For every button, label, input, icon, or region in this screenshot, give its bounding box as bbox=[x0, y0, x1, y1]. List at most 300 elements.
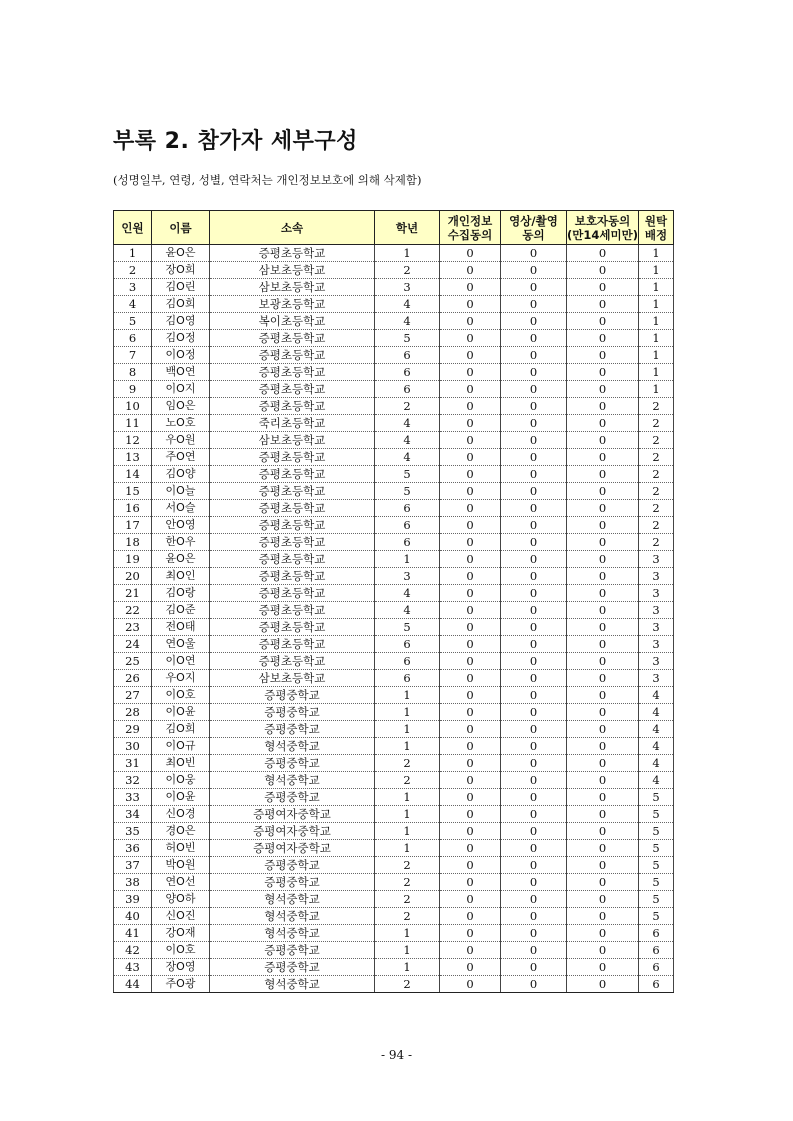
col-school-cell: 증평초등학교 bbox=[210, 398, 375, 415]
col-name-cell: 이O연 bbox=[152, 653, 210, 670]
col-name-cell: 경O은 bbox=[152, 823, 210, 840]
col-name-cell: 백O연 bbox=[152, 364, 210, 381]
col-guardian-consent-cell: 0 bbox=[567, 670, 639, 687]
col-name-cell: 안O영 bbox=[152, 517, 210, 534]
table-row bbox=[114, 500, 674, 517]
col-school-cell: 증평중학교 bbox=[210, 857, 375, 874]
col-no-cell: 20 bbox=[114, 568, 152, 585]
col-video-consent-cell: 0 bbox=[501, 585, 567, 602]
col-school-cell: 증평초등학교 bbox=[210, 500, 375, 517]
col-no-cell: 40 bbox=[114, 908, 152, 925]
col-privacy-consent-cell: 0 bbox=[440, 245, 501, 262]
col-no-cell: 16 bbox=[114, 500, 152, 517]
col-guardian-consent-cell: 0 bbox=[567, 908, 639, 925]
col-privacy-consent-cell: 0 bbox=[440, 636, 501, 653]
col-school-cell: 형석중학교 bbox=[210, 908, 375, 925]
col-school-cell: 증평초등학교 bbox=[210, 364, 375, 381]
col-video-consent-cell: 0 bbox=[501, 381, 567, 398]
col-privacy-consent-cell: 0 bbox=[440, 585, 501, 602]
col-video-consent-cell: 0 bbox=[501, 619, 567, 636]
col-school-cell: 보광초등학교 bbox=[210, 296, 375, 313]
col-no-cell: 18 bbox=[114, 534, 152, 551]
col-grade-cell: 6 bbox=[375, 653, 440, 670]
participant-table bbox=[113, 210, 674, 993]
col-guardian-consent-cell: 0 bbox=[567, 483, 639, 500]
col-video-consent-cell: 0 bbox=[501, 925, 567, 942]
col-privacy-consent-cell: 0 bbox=[440, 466, 501, 483]
col-no-cell: 26 bbox=[114, 670, 152, 687]
col-video-consent-cell: 0 bbox=[501, 568, 567, 585]
col-video-consent-cell: 0 bbox=[501, 551, 567, 568]
col-name-cell: 주O연 bbox=[152, 449, 210, 466]
col-name-cell: 양O하 bbox=[152, 891, 210, 908]
table-row bbox=[114, 483, 674, 500]
col-no-cell: 37 bbox=[114, 857, 152, 874]
col-video-consent-cell: 0 bbox=[501, 874, 567, 891]
col-grade-cell: 6 bbox=[375, 636, 440, 653]
col-name-cell: 한O우 bbox=[152, 534, 210, 551]
col-guardian-consent-cell: 0 bbox=[567, 415, 639, 432]
col-grade-header bbox=[375, 211, 440, 245]
col-grade-cell: 2 bbox=[375, 755, 440, 772]
col-no-cell: 32 bbox=[114, 772, 152, 789]
col-table-assignment-cell: 5 bbox=[639, 857, 674, 874]
header-label: (만14세미만) bbox=[567, 227, 638, 242]
table-row bbox=[114, 279, 674, 296]
col-name-cell: 김O정 bbox=[152, 330, 210, 347]
col-table-assignment-cell: 2 bbox=[639, 534, 674, 551]
table-row bbox=[114, 602, 674, 619]
table-row bbox=[114, 432, 674, 449]
col-privacy-consent-cell: 0 bbox=[440, 874, 501, 891]
col-guardian-consent-cell: 0 bbox=[567, 364, 639, 381]
col-school-cell: 삼보초등학교 bbox=[210, 262, 375, 279]
col-grade-cell: 3 bbox=[375, 568, 440, 585]
col-name-cell: 신O경 bbox=[152, 806, 210, 823]
col-school-cell: 증평여자중학교 bbox=[210, 840, 375, 857]
col-grade-cell: 6 bbox=[375, 517, 440, 534]
col-grade-cell: 2 bbox=[375, 891, 440, 908]
table-row bbox=[114, 296, 674, 313]
col-grade-cell: 1 bbox=[375, 721, 440, 738]
header-label: 배정 bbox=[644, 227, 668, 242]
col-school-cell: 증평중학교 bbox=[210, 959, 375, 976]
col-no-cell: 12 bbox=[114, 432, 152, 449]
table-row bbox=[114, 670, 674, 687]
col-school-cell: 증평초등학교 bbox=[210, 449, 375, 466]
col-no-cell: 34 bbox=[114, 806, 152, 823]
col-video-consent-cell: 0 bbox=[501, 347, 567, 364]
table-row bbox=[114, 942, 674, 959]
col-guardian-consent-cell: 0 bbox=[567, 381, 639, 398]
table-row bbox=[114, 721, 674, 738]
col-video-consent-cell: 0 bbox=[501, 959, 567, 976]
col-privacy-consent-cell: 0 bbox=[440, 517, 501, 534]
col-privacy-consent-cell: 0 bbox=[440, 313, 501, 330]
col-name-cell: 이O지 bbox=[152, 381, 210, 398]
col-no-cell: 6 bbox=[114, 330, 152, 347]
table-body bbox=[114, 245, 674, 993]
col-school-cell: 형석중학교 bbox=[210, 772, 375, 789]
col-guardian-consent-cell: 0 bbox=[567, 517, 639, 534]
col-school-cell: 증평중학교 bbox=[210, 874, 375, 891]
col-name-cell: 서O슬 bbox=[152, 500, 210, 517]
col-name-cell: 우O지 bbox=[152, 670, 210, 687]
col-video-consent-cell: 0 bbox=[501, 449, 567, 466]
col-table-assignment-cell: 4 bbox=[639, 721, 674, 738]
col-video-consent-cell: 0 bbox=[501, 942, 567, 959]
col-name-cell: 김O양 bbox=[152, 466, 210, 483]
col-privacy-consent-cell: 0 bbox=[440, 551, 501, 568]
col-table-assignment-cell: 5 bbox=[639, 840, 674, 857]
col-video-consent-cell: 0 bbox=[501, 279, 567, 296]
col-no-cell: 5 bbox=[114, 313, 152, 330]
table-row bbox=[114, 551, 674, 568]
table-row bbox=[114, 636, 674, 653]
col-no-cell: 41 bbox=[114, 925, 152, 942]
col-video-consent-header bbox=[501, 211, 567, 245]
col-video-consent-cell: 0 bbox=[501, 653, 567, 670]
col-school-cell: 증평초등학교 bbox=[210, 568, 375, 585]
table-row bbox=[114, 653, 674, 670]
col-guardian-consent-cell: 0 bbox=[567, 942, 639, 959]
table-row bbox=[114, 823, 674, 840]
col-guardian-consent-cell: 0 bbox=[567, 976, 639, 993]
col-name-cell: 김O랑 bbox=[152, 585, 210, 602]
page-subtitle: (성명일부, 연령, 성별, 연락처는 개인정보보호에 의해 삭제함) bbox=[113, 173, 422, 187]
col-privacy-consent-cell: 0 bbox=[440, 806, 501, 823]
col-name-cell: 김O희 bbox=[152, 296, 210, 313]
col-guardian-consent-cell: 0 bbox=[567, 602, 639, 619]
header-label: 개인정보 bbox=[447, 213, 493, 228]
table-row bbox=[114, 976, 674, 993]
col-table-assignment-cell: 4 bbox=[639, 687, 674, 704]
col-table-assignment-cell: 1 bbox=[639, 364, 674, 381]
col-video-consent-cell: 0 bbox=[501, 602, 567, 619]
col-grade-cell: 5 bbox=[375, 619, 440, 636]
col-table-assignment-cell: 1 bbox=[639, 381, 674, 398]
col-table-assignment-cell: 2 bbox=[639, 398, 674, 415]
col-table-assignment-cell: 3 bbox=[639, 636, 674, 653]
col-name-cell: 이O정 bbox=[152, 347, 210, 364]
col-no-cell: 17 bbox=[114, 517, 152, 534]
table-row bbox=[114, 517, 674, 534]
col-guardian-consent-cell: 0 bbox=[567, 398, 639, 415]
col-video-consent-cell: 0 bbox=[501, 313, 567, 330]
col-guardian-consent-cell: 0 bbox=[567, 432, 639, 449]
col-privacy-consent-cell: 0 bbox=[440, 347, 501, 364]
col-name-cell: 주O광 bbox=[152, 976, 210, 993]
col-guardian-consent-cell: 0 bbox=[567, 789, 639, 806]
col-school-cell: 삼보초등학교 bbox=[210, 279, 375, 296]
col-name-cell: 연O울 bbox=[152, 636, 210, 653]
col-table-assignment-cell: 4 bbox=[639, 738, 674, 755]
col-grade-cell: 2 bbox=[375, 857, 440, 874]
table-row bbox=[114, 330, 674, 347]
col-name-cell: 이O웅 bbox=[152, 772, 210, 789]
col-guardian-consent-cell: 0 bbox=[567, 687, 639, 704]
col-privacy-consent-cell: 0 bbox=[440, 687, 501, 704]
table-row bbox=[114, 619, 674, 636]
col-grade-cell: 4 bbox=[375, 313, 440, 330]
col-grade-cell: 1 bbox=[375, 789, 440, 806]
table-row bbox=[114, 585, 674, 602]
col-grade-cell: 1 bbox=[375, 806, 440, 823]
col-table-assignment-cell: 4 bbox=[639, 755, 674, 772]
col-guardian-consent-cell: 0 bbox=[567, 500, 639, 517]
col-grade-cell: 4 bbox=[375, 585, 440, 602]
col-table-assignment-cell: 5 bbox=[639, 874, 674, 891]
table-row bbox=[114, 381, 674, 398]
table-row bbox=[114, 313, 674, 330]
col-privacy-consent-cell: 0 bbox=[440, 381, 501, 398]
col-school-cell: 증평초등학교 bbox=[210, 602, 375, 619]
col-grade-cell: 4 bbox=[375, 296, 440, 313]
col-video-consent-cell: 0 bbox=[501, 636, 567, 653]
col-guardian-consent-cell: 0 bbox=[567, 585, 639, 602]
col-video-consent-cell: 0 bbox=[501, 687, 567, 704]
header-label: 수집동의 bbox=[447, 227, 493, 242]
col-no-cell: 42 bbox=[114, 942, 152, 959]
col-privacy-consent-cell: 0 bbox=[440, 296, 501, 313]
col-guardian-consent-cell: 0 bbox=[567, 959, 639, 976]
col-no-cell: 30 bbox=[114, 738, 152, 755]
col-video-consent-cell: 0 bbox=[501, 330, 567, 347]
table-row bbox=[114, 347, 674, 364]
col-privacy-consent-cell: 0 bbox=[440, 602, 501, 619]
col-name-cell: 장O영 bbox=[152, 959, 210, 976]
col-privacy-consent-cell: 0 bbox=[440, 823, 501, 840]
col-no-cell: 25 bbox=[114, 653, 152, 670]
header-label: 원탁 bbox=[644, 213, 668, 228]
col-school-cell: 증평초등학교 bbox=[210, 330, 375, 347]
header-label: 인원 bbox=[121, 220, 144, 235]
header-label: 보호자동의 bbox=[574, 213, 631, 228]
table-row bbox=[114, 568, 674, 585]
col-grade-cell: 3 bbox=[375, 279, 440, 296]
col-no-cell: 44 bbox=[114, 976, 152, 993]
col-table-assignment-cell: 5 bbox=[639, 823, 674, 840]
col-table-assignment-cell: 5 bbox=[639, 891, 674, 908]
col-no-cell: 43 bbox=[114, 959, 152, 976]
col-grade-cell: 2 bbox=[375, 398, 440, 415]
col-name-cell: 이O호 bbox=[152, 942, 210, 959]
col-privacy-consent-cell: 0 bbox=[440, 364, 501, 381]
col-no-cell: 3 bbox=[114, 279, 152, 296]
col-name-cell: 이O윤 bbox=[152, 789, 210, 806]
col-table-assignment-cell: 2 bbox=[639, 449, 674, 466]
col-privacy-consent-cell: 0 bbox=[440, 942, 501, 959]
col-no-cell: 38 bbox=[114, 874, 152, 891]
col-video-consent-cell: 0 bbox=[501, 432, 567, 449]
col-grade-cell: 6 bbox=[375, 347, 440, 364]
col-no-cell: 14 bbox=[114, 466, 152, 483]
col-privacy-consent-cell: 0 bbox=[440, 568, 501, 585]
col-no-cell: 36 bbox=[114, 840, 152, 857]
col-table-assignment-cell: 3 bbox=[639, 602, 674, 619]
col-privacy-consent-cell: 0 bbox=[440, 925, 501, 942]
header-label: 영상/촬영 bbox=[509, 213, 558, 228]
col-school-cell: 증평중학교 bbox=[210, 789, 375, 806]
col-video-consent-cell: 0 bbox=[501, 891, 567, 908]
col-no-cell: 21 bbox=[114, 585, 152, 602]
col-school-cell: 증평초등학교 bbox=[210, 619, 375, 636]
col-table-assignment-cell: 3 bbox=[639, 670, 674, 687]
col-name-cell: 허O빈 bbox=[152, 840, 210, 857]
col-table-assignment-cell: 6 bbox=[639, 959, 674, 976]
col-school-cell: 증평중학교 bbox=[210, 687, 375, 704]
col-school-cell: 증평초등학교 bbox=[210, 517, 375, 534]
col-privacy-consent-header bbox=[440, 211, 501, 245]
table-row bbox=[114, 806, 674, 823]
col-privacy-consent-cell: 0 bbox=[440, 891, 501, 908]
col-table-assignment-cell: 1 bbox=[639, 279, 674, 296]
col-video-consent-cell: 0 bbox=[501, 704, 567, 721]
page-title: 부록 2. 참가자 세부구성 bbox=[113, 129, 358, 154]
col-name-cell: 최O인 bbox=[152, 568, 210, 585]
col-name-cell: 최O빈 bbox=[152, 755, 210, 772]
col-grade-cell: 1 bbox=[375, 925, 440, 942]
col-table-assignment-cell: 1 bbox=[639, 296, 674, 313]
col-video-consent-cell: 0 bbox=[501, 908, 567, 925]
col-no-cell: 13 bbox=[114, 449, 152, 466]
col-name-cell: 김O희 bbox=[152, 721, 210, 738]
col-grade-cell: 1 bbox=[375, 245, 440, 262]
col-table-assignment-cell: 1 bbox=[639, 347, 674, 364]
col-grade-cell: 1 bbox=[375, 840, 440, 857]
col-guardian-consent-cell: 0 bbox=[567, 279, 639, 296]
table-row bbox=[114, 857, 674, 874]
col-no-cell: 10 bbox=[114, 398, 152, 415]
col-grade-cell: 1 bbox=[375, 738, 440, 755]
col-privacy-consent-cell: 0 bbox=[440, 908, 501, 925]
col-school-cell: 증평여자중학교 bbox=[210, 823, 375, 840]
col-no-header bbox=[114, 211, 152, 245]
col-no-cell: 27 bbox=[114, 687, 152, 704]
table-row bbox=[114, 772, 674, 789]
col-guardian-consent-cell: 0 bbox=[567, 330, 639, 347]
col-guardian-consent-cell: 0 bbox=[567, 636, 639, 653]
col-no-cell: 7 bbox=[114, 347, 152, 364]
col-no-cell: 2 bbox=[114, 262, 152, 279]
col-school-cell: 삼보초등학교 bbox=[210, 670, 375, 687]
col-video-consent-cell: 0 bbox=[501, 517, 567, 534]
col-guardian-consent-cell: 0 bbox=[567, 262, 639, 279]
col-grade-cell: 2 bbox=[375, 874, 440, 891]
col-no-cell: 4 bbox=[114, 296, 152, 313]
table-row bbox=[114, 466, 674, 483]
col-video-consent-cell: 0 bbox=[501, 534, 567, 551]
col-school-cell: 증평초등학교 bbox=[210, 381, 375, 398]
col-guardian-consent-cell: 0 bbox=[567, 568, 639, 585]
col-no-cell: 29 bbox=[114, 721, 152, 738]
col-grade-cell: 5 bbox=[375, 330, 440, 347]
col-name-cell: 연O선 bbox=[152, 874, 210, 891]
col-school-cell: 형석중학교 bbox=[210, 925, 375, 942]
col-name-cell: 김O린 bbox=[152, 279, 210, 296]
header-label: 학년 bbox=[395, 220, 419, 235]
col-table-assignment-cell: 3 bbox=[639, 585, 674, 602]
col-guardian-consent-cell: 0 bbox=[567, 551, 639, 568]
col-grade-cell: 4 bbox=[375, 432, 440, 449]
table-row bbox=[114, 534, 674, 551]
col-grade-cell: 4 bbox=[375, 415, 440, 432]
table-row bbox=[114, 959, 674, 976]
col-table-assignment-cell: 2 bbox=[639, 483, 674, 500]
col-video-consent-cell: 0 bbox=[501, 721, 567, 738]
col-school-cell: 증평초등학교 bbox=[210, 245, 375, 262]
table-row bbox=[114, 449, 674, 466]
col-school-cell: 형석중학교 bbox=[210, 738, 375, 755]
col-privacy-consent-cell: 0 bbox=[440, 857, 501, 874]
col-name-cell: 노O호 bbox=[152, 415, 210, 432]
col-grade-cell: 6 bbox=[375, 500, 440, 517]
col-no-cell: 24 bbox=[114, 636, 152, 653]
col-table-assignment-cell: 3 bbox=[639, 551, 674, 568]
col-grade-cell: 1 bbox=[375, 823, 440, 840]
col-no-cell: 8 bbox=[114, 364, 152, 381]
col-name-cell: 이O규 bbox=[152, 738, 210, 755]
col-privacy-consent-cell: 0 bbox=[440, 670, 501, 687]
col-school-cell: 삼보초등학교 bbox=[210, 432, 375, 449]
col-guardian-consent-cell: 0 bbox=[567, 296, 639, 313]
col-no-cell: 28 bbox=[114, 704, 152, 721]
col-table-assignment-cell: 6 bbox=[639, 942, 674, 959]
col-privacy-consent-cell: 0 bbox=[440, 738, 501, 755]
col-school-cell: 형석중학교 bbox=[210, 976, 375, 993]
col-school-cell: 증평중학교 bbox=[210, 721, 375, 738]
col-grade-cell: 6 bbox=[375, 670, 440, 687]
table-row bbox=[114, 704, 674, 721]
col-grade-cell: 6 bbox=[375, 534, 440, 551]
col-school-cell: 죽리초등학교 bbox=[210, 415, 375, 432]
col-privacy-consent-cell: 0 bbox=[440, 721, 501, 738]
col-name-cell: 윤O은 bbox=[152, 245, 210, 262]
col-privacy-consent-cell: 0 bbox=[440, 959, 501, 976]
col-no-cell: 1 bbox=[114, 245, 152, 262]
col-school-cell: 증평초등학교 bbox=[210, 466, 375, 483]
col-grade-cell: 2 bbox=[375, 262, 440, 279]
col-table-assignment-cell: 1 bbox=[639, 245, 674, 262]
col-no-cell: 9 bbox=[114, 381, 152, 398]
table-row bbox=[114, 398, 674, 415]
col-table-assignment-cell: 5 bbox=[639, 806, 674, 823]
col-school-cell: 증평초등학교 bbox=[210, 534, 375, 551]
col-video-consent-cell: 0 bbox=[501, 976, 567, 993]
col-guardian-consent-cell: 0 bbox=[567, 466, 639, 483]
col-table-assignment-header bbox=[639, 211, 674, 245]
col-guardian-consent-cell: 0 bbox=[567, 449, 639, 466]
col-privacy-consent-cell: 0 bbox=[440, 432, 501, 449]
table-row bbox=[114, 415, 674, 432]
col-privacy-consent-cell: 0 bbox=[440, 534, 501, 551]
col-video-consent-cell: 0 bbox=[501, 772, 567, 789]
header-label: 소속 bbox=[280, 220, 304, 235]
col-video-consent-cell: 0 bbox=[501, 483, 567, 500]
table-row bbox=[114, 262, 674, 279]
col-table-assignment-cell: 5 bbox=[639, 789, 674, 806]
col-no-cell: 11 bbox=[114, 415, 152, 432]
col-table-assignment-cell: 4 bbox=[639, 704, 674, 721]
col-video-consent-cell: 0 bbox=[501, 262, 567, 279]
col-guardian-consent-cell: 0 bbox=[567, 857, 639, 874]
col-video-consent-cell: 0 bbox=[501, 398, 567, 415]
col-guardian-consent-cell: 0 bbox=[567, 806, 639, 823]
col-school-cell: 증평중학교 bbox=[210, 942, 375, 959]
col-guardian-consent-cell: 0 bbox=[567, 874, 639, 891]
col-guardian-consent-cell: 0 bbox=[567, 840, 639, 857]
col-privacy-consent-cell: 0 bbox=[440, 398, 501, 415]
